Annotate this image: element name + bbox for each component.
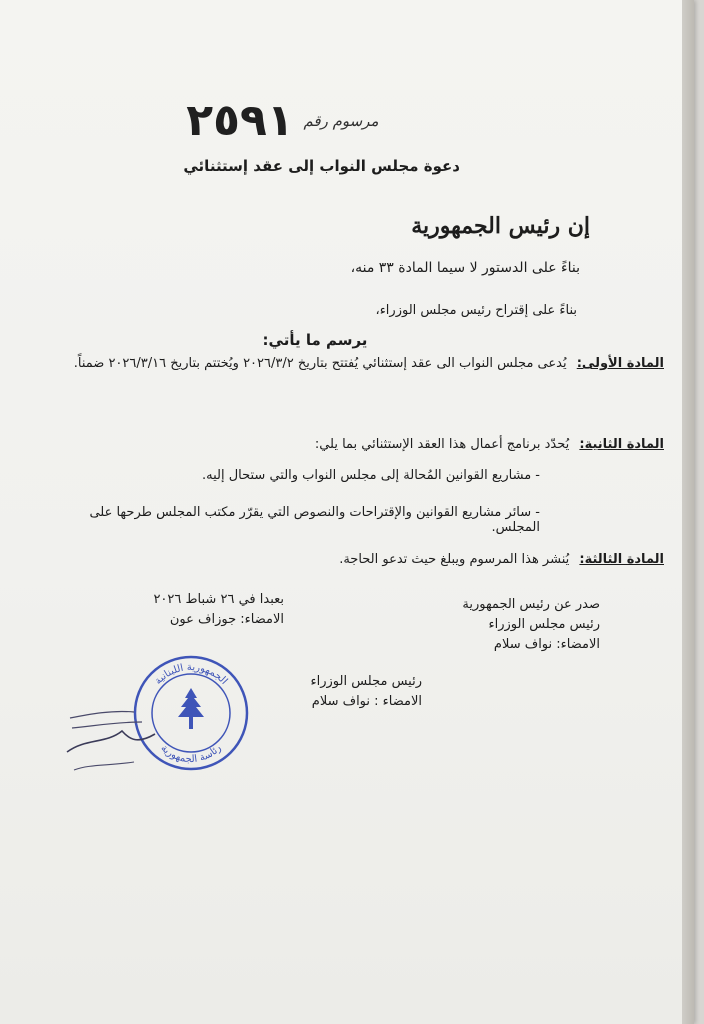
article-2 (44, 434, 664, 456)
prime-minister-title: رئيس مجلس الوزراء (488, 617, 600, 632)
president-title: إن رئيس الجمهورية (411, 213, 590, 239)
paper-edge (682, 0, 694, 1024)
article-1-label: المادة الأولى: (576, 356, 664, 371)
decrees-line: يرسم ما يأتي: (262, 331, 368, 349)
decree-number: ٢٥٩١ (186, 95, 294, 146)
article-3-label: المادة الثالثة: (579, 552, 664, 567)
article-1-text: يُدعى مجلس النواب الى عقد إستثنائي يُفتتح بتاريخ ٢٠٢٦/٣/٢ ويُختتم بتاريخ ٢٠٢٦/٣/١٦ ضمناً. (73, 356, 567, 371)
article-2-item: - سائر مشاريع القوانين والإقتراحات والنصوص التي يقرّر مكتب المجلس طرحها على المجلس. (89, 505, 540, 535)
basis-constitution: بناءً على الدستور لا سيما المادة ٣٣ منه، (350, 260, 580, 276)
decree-label: مرسوم رقم (303, 112, 379, 130)
prime-minister-block (252, 672, 422, 712)
decree-subject: دعوة مجلس النواب إلى عقد إستثنائي (183, 157, 460, 175)
article-3-text: يُنشر هذا المرسوم ويبلغ حيث تدعو الحاجة. (339, 552, 570, 567)
article-2-label: المادة الثانية: (579, 437, 664, 452)
stamp-top-text: الجمهورية اللبنانية (152, 661, 230, 687)
handwritten-annotation (60, 700, 160, 786)
article-2-text: يُحدّد برنامج أعمال هذا العقد الإستثنائي بما يلي: (314, 437, 570, 452)
prime-minister-signature-2: الامضاء : نواف سلام (311, 694, 422, 709)
issued-by: صدر عن رئيس الجمهورية (462, 597, 600, 612)
prime-minister-title-2: رئيس مجلس الوزراء (310, 674, 422, 689)
article-2-item: - مشاريع القوانين المُحالة إلى مجلس النواب والتي ستحال إليه. (201, 468, 540, 483)
basis-proposal: بناءً على إقتراح رئيس مجلس الوزراء، (375, 303, 577, 318)
prime-minister-signature: الامضاء: نواف سلام (493, 637, 600, 652)
issue-place-date: بعبدا في ٢٦ شباط ٢٠٢٦ (153, 592, 284, 607)
issuer-block (418, 595, 600, 655)
article-1 (44, 353, 664, 375)
cedar-icon (178, 688, 204, 729)
president-signature: الامضاء: جوزاف عون (169, 612, 284, 627)
issue-place-date-block (104, 590, 284, 630)
article-3 (44, 549, 664, 571)
stamp-bottom-text: رئاسة الجمهورية (158, 742, 224, 766)
